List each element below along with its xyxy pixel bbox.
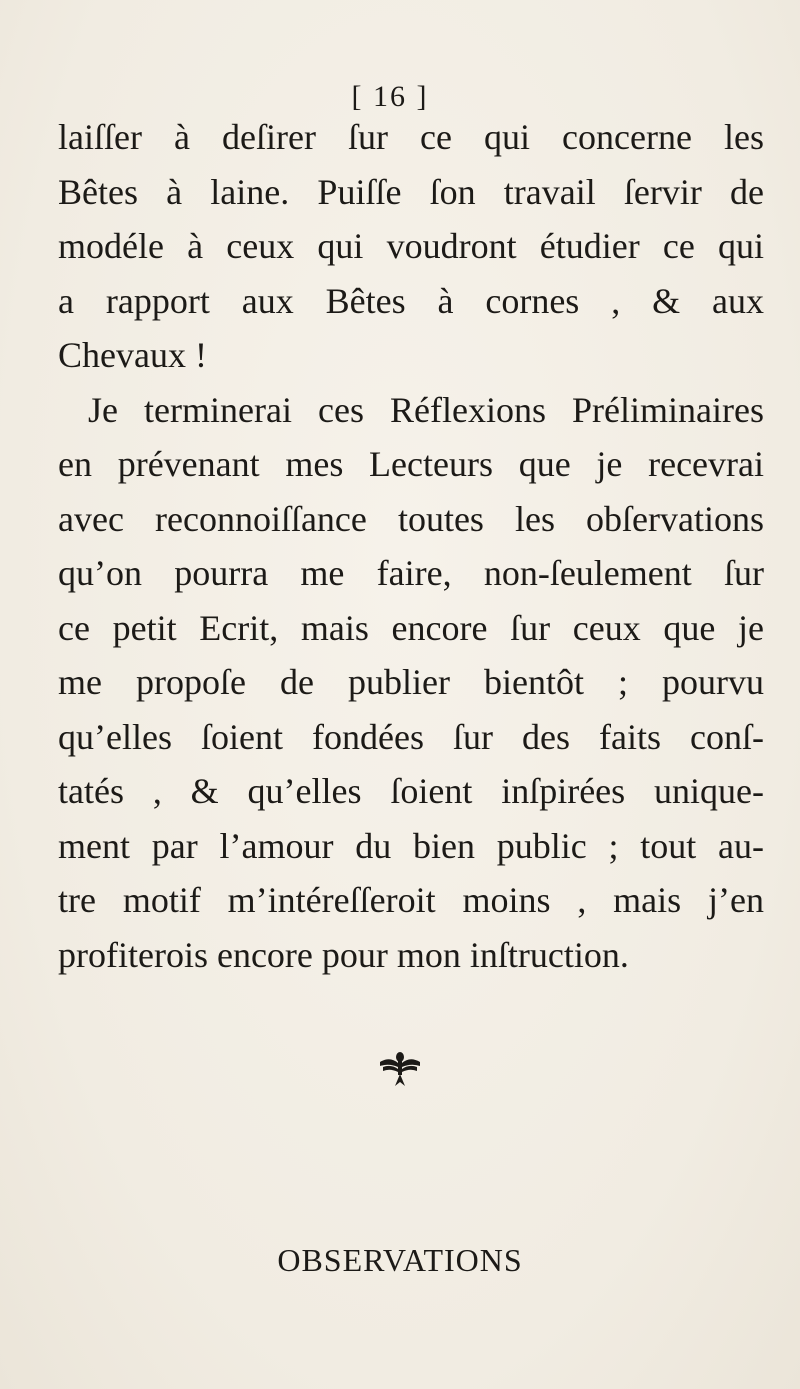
text-line: avec reconnoiſſance toutes les obſervations bbox=[58, 498, 764, 539]
text-line: a rapport aux Bêtes à cornes , & aux bbox=[58, 280, 764, 321]
text-line: ment par l’amour du bien public ; tout au- bbox=[58, 825, 764, 866]
text-line: Bêtes à laine. Puiſſe ſon travail ſervir de bbox=[58, 171, 764, 212]
text-line: tre motif m’intéreſſeroit moins , mais j’en bbox=[58, 880, 764, 920]
text-line: en prévenant mes Lecteurs que je recevrai bbox=[58, 444, 764, 484]
text-line: profiterois encore pour mon inſtruction. bbox=[58, 934, 629, 975]
text-line: Chevaux ! bbox=[58, 335, 207, 375]
text-line: modéle à ceux qui voudront étudier ce qui bbox=[58, 226, 764, 266]
text-line: tatés , & qu’elles ſoient inſpirées unique- bbox=[58, 771, 764, 811]
text-line: me propoſe de publier bientôt ; pourvu bbox=[58, 662, 764, 702]
fleuron-icon bbox=[378, 1046, 422, 1090]
text-line: qu’on pourra me faire, non-ſeulement ſur bbox=[58, 553, 764, 593]
section-heading: OBSERVATIONS bbox=[277, 1242, 523, 1278]
page-number: [ 16 ] bbox=[351, 80, 429, 113]
text-line: laiſſer à deſirer ſur ce qui concerne les bbox=[58, 117, 764, 157]
text-line: qu’elles ſoient fondées ſur des faits conſ- bbox=[58, 716, 764, 757]
text-line: ce petit Ecrit, mais encore ſur ceux que je bbox=[58, 607, 764, 648]
text-line: Je terminerai ces Réflexions Préliminaires bbox=[88, 389, 764, 430]
body-text bbox=[58, 110, 764, 982]
